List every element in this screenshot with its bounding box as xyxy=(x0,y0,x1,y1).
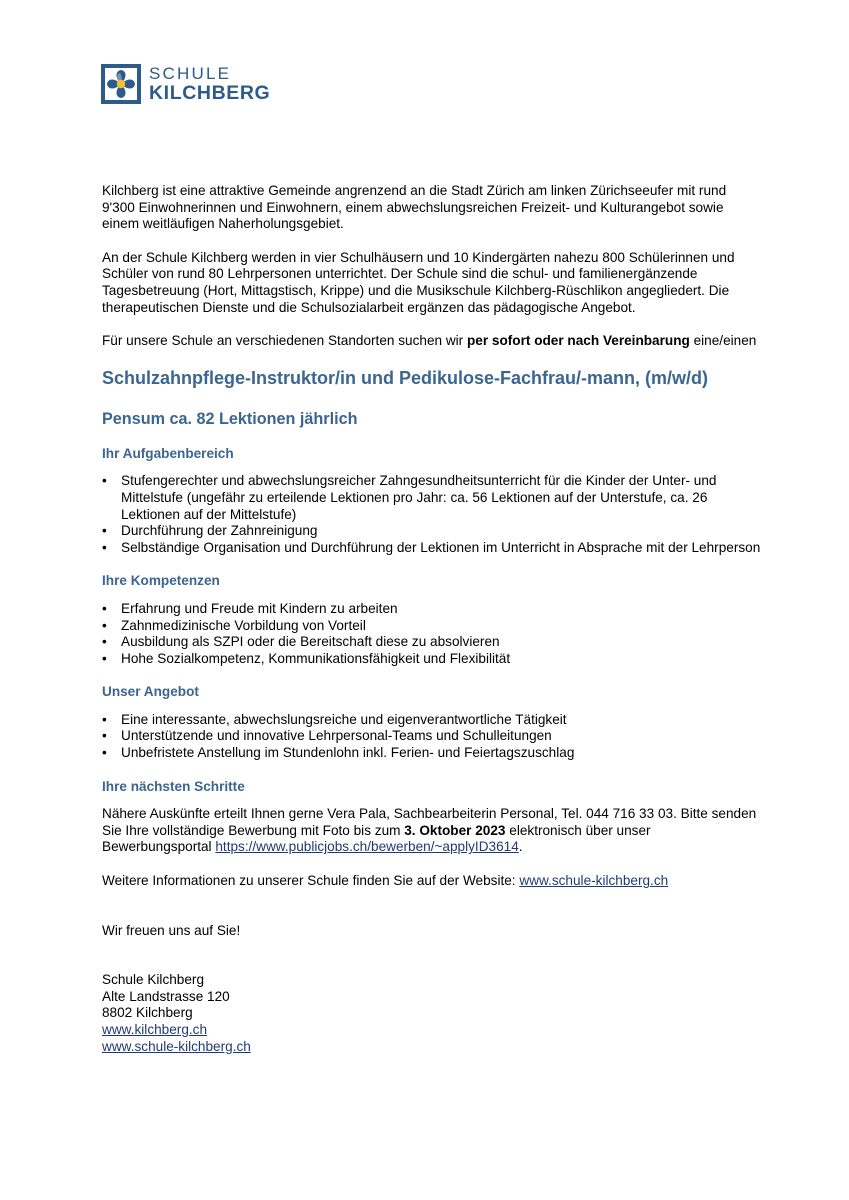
kilchberg-website-link[interactable]: www.kilchberg.ch xyxy=(102,1022,208,1037)
deadline-date: 3. Oktober 2023 xyxy=(404,822,506,838)
schritte-heading: Ihre nächsten Schritte xyxy=(102,778,245,794)
list-item: • Unterstützende und innovative Lehrpersonal-Teams und Schulleitungen xyxy=(102,728,762,745)
aufgaben-list xyxy=(102,473,762,556)
website-text: Weitere Informationen zu unserer Schule finden Sie auf der Website: xyxy=(102,873,520,889)
website-paragraph xyxy=(102,873,762,890)
school-logo xyxy=(101,64,270,104)
list-item: • Eine interessante, abwechslungsreiche und eigenverantwortliche Tätigkeit xyxy=(102,712,762,729)
list-item: • Stufengerechter und abwechslungsreicher Zahngesundheitsunterricht für die Kinder der Unter- und Mittelstufe (ungefähr zu erteilende Lektionen pro Jahr: ca. 56 Lektionen auf der Unterstufe, ca. 26 Lektionen auf der Mittelstufe) xyxy=(102,473,762,523)
list-item: • Hohe Sozialkompetenz, Kommunikationsfähigkeit und Flexibilität xyxy=(102,651,762,668)
intro-3-bold: per sofort oder nach Vereinbarung xyxy=(466,333,690,349)
application-portal-link[interactable]: https://www.publicjobs.ch/bewerben/~applyID3614 xyxy=(215,839,519,855)
intro-3-text: Für unsere Schule an verschiedenen Standorten suchen wir xyxy=(102,333,467,349)
list-item: • Durchführung der Zahnreinigung xyxy=(102,523,762,540)
logo-line-2: KILCHBERG xyxy=(149,82,271,104)
list-item: • Zahnmedizinische Vorbildung von Vorteil xyxy=(102,618,762,635)
intro-paragraph-1: Kilchberg ist eine attraktive Gemeinde angrenzend an die Stadt Zürich am linken Zürichseeufer mit rund 9'300 Einwohnerinnen und Einwohnern, einem abwechslungsreichen Freizeit- und Kulturangebot sowie einem weitläufigen Naherholungsgebiet. xyxy=(102,183,727,232)
schritte-text: Nähere Auskünfte erteilt Ihnen gerne Vera Pala, Sachbearbeiterin Personal, Tel. 044 716 33 03. Bitte senden Sie Ihre vollständige Bewerbung mit Foto bis zum xyxy=(102,806,757,838)
address-name: Schule Kilchberg xyxy=(102,972,205,988)
list-item: • Erfahrung und Freude mit Kindern zu arbeiten xyxy=(102,601,762,618)
pensum-heading: Pensum ca. 82 Lektionen jährlich xyxy=(102,409,358,428)
address-block xyxy=(102,972,762,1055)
schritte-text-2: elektronisch über unser Bewerbungsportal xyxy=(102,822,651,855)
address-city: 8802 Kilchberg xyxy=(102,1005,193,1021)
intro-3-end: eine/einen xyxy=(689,333,757,349)
document-body xyxy=(102,183,762,1055)
kompetenzen-heading: Ihre Kompetenzen xyxy=(102,573,220,589)
school-website-link[interactable]: www.schule-kilchberg.ch xyxy=(519,873,669,889)
aufgaben-heading: Ihr Aufgabenbereich xyxy=(102,445,234,461)
list-item: • Unbefristete Anstellung im Stundenlohn inkl. Ferien- und Feiertagszuschlag xyxy=(102,745,762,762)
flower-logo-icon xyxy=(101,64,141,104)
angebot-heading: Unser Angebot xyxy=(102,684,199,700)
intro-paragraph-2: An der Schule Kilchberg werden in vier Schulhäusern und 10 Kindergärten nahezu 800 Schülerinnen und Schüler von rund 80 Lehrpersonen unterrichtet. Der Schule sind die schul- und familienergänzende Tagesbetreuung (Hort, Mittagstisch, Krippe) und die Musikschule Kilchberg-Rüschlikon angegliedert. Die therapeutischen Dienste und die Schulsozialarbeit ergänzen das pädagogische Angebot. xyxy=(102,249,735,315)
kompetenzen-list xyxy=(102,601,762,667)
closing-line: Wir freuen uns auf Sie! xyxy=(102,922,241,938)
list-item: • Ausbildung als SZPI oder die Bereitschaft diese zu absolvieren xyxy=(102,634,762,651)
job-title: Schulzahnpflege-Instruktor/in und Pedikulose-Fachfrau/-mann, (m/w/d) xyxy=(102,367,709,388)
intro-paragraph-3 xyxy=(102,333,762,350)
schritte-period: . xyxy=(518,839,523,855)
angebot-list xyxy=(102,712,762,762)
schritte-paragraph xyxy=(102,806,762,856)
list-item: • Selbständige Organisation und Durchführung der Lektionen im Unterricht in Absprache mit der Lehrperson xyxy=(102,540,762,557)
logo-line-1: SCHULE xyxy=(149,64,232,83)
address-street: Alte Landstrasse 120 xyxy=(102,988,230,1004)
school-website-link-footer[interactable]: www.schule-kilchberg.ch xyxy=(102,1038,251,1054)
